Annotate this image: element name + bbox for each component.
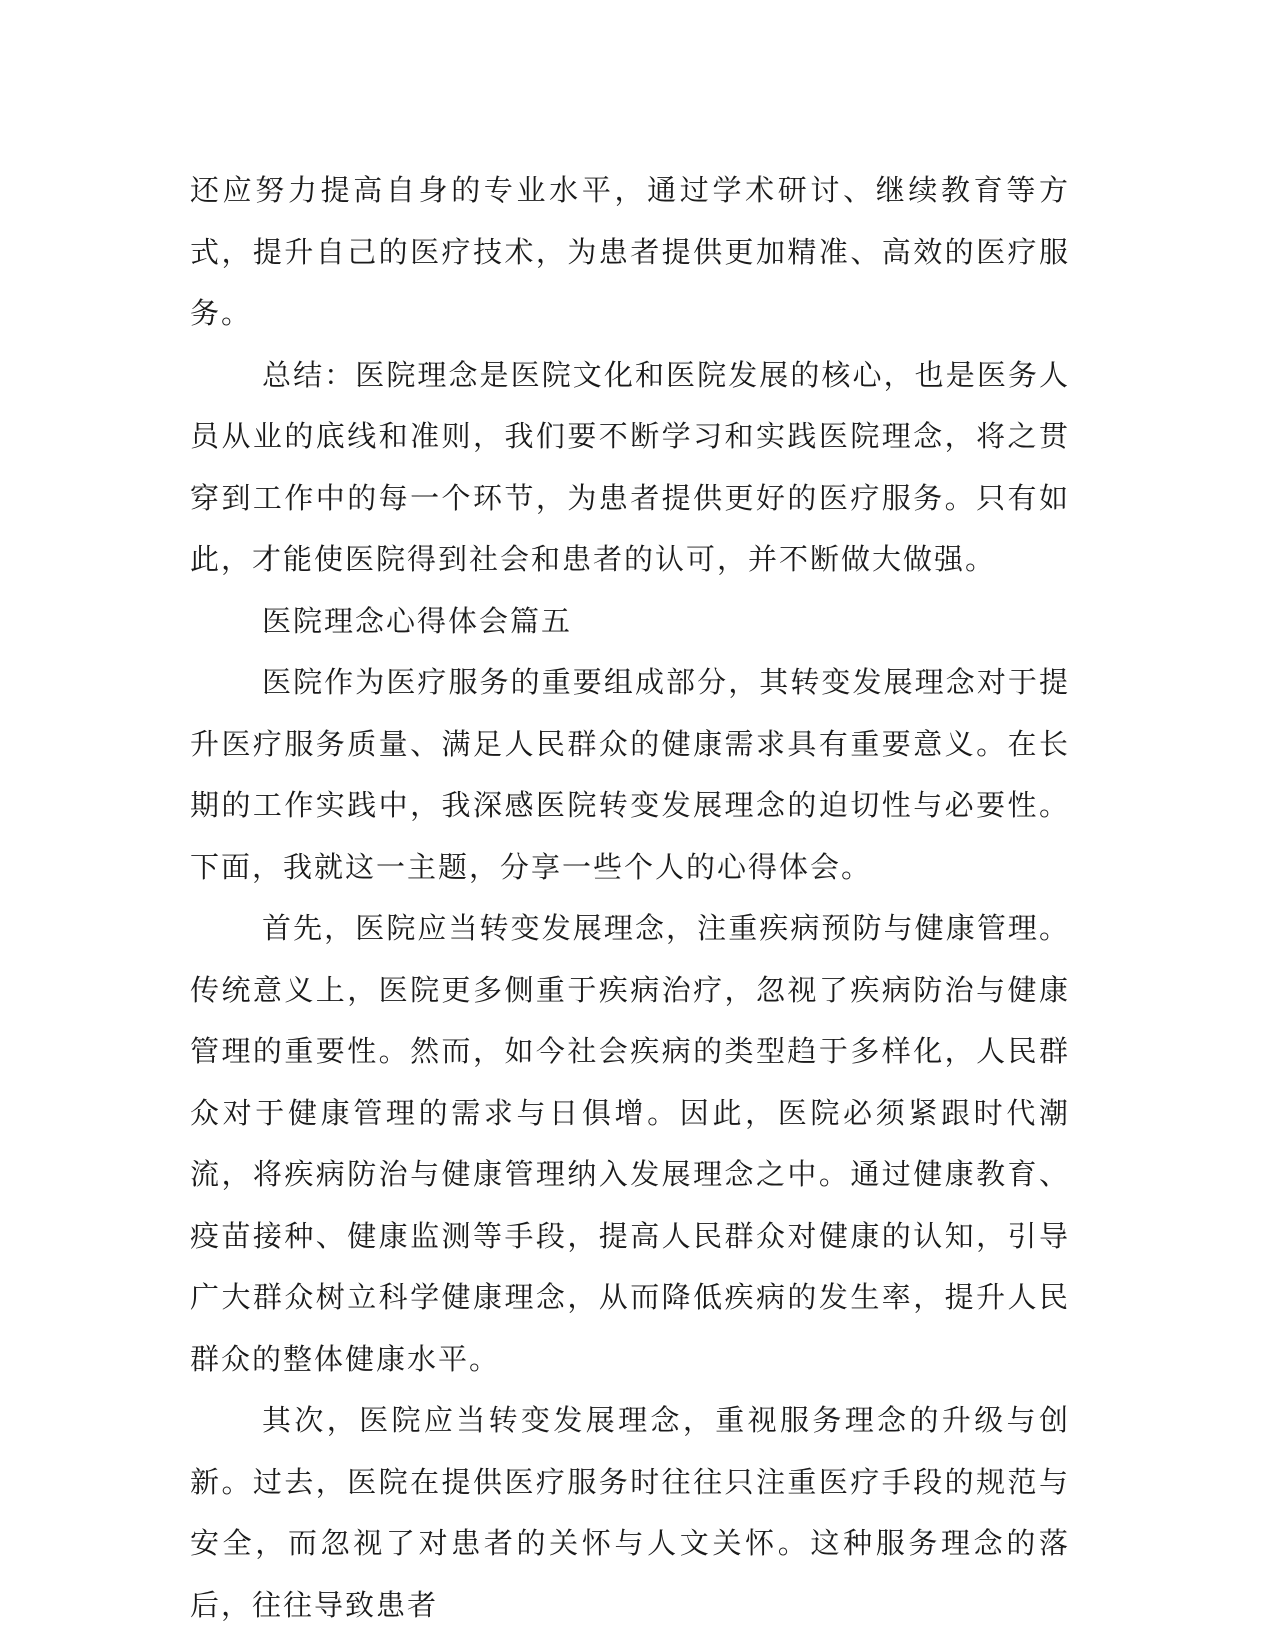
section-heading: 医院理念心得体会篇五 [262,603,573,638]
paragraph-first: 首先，医院应当转变发展理念，注重疾病预防与健康管理。传统意义上，医院更多侧重于疾病治疗，忽视了疾病防治与健康管理的重要性。然而，如今社会疾病的类型趋于多样化，人民群众对于健康管理的需求与日俱增。因此，医院必须紧跟时代潮流，将疾病防治与健康管理纳入发展理念之中。通过健康教育、疫苗接种、健康监测等手段，提高人民群众对健康的认知，引导广大群众树立科学健康理念，从而降低疾病的发生率，提升人民群众的整体健康水平。 [190,911,1070,1376]
paragraph-summary: 总结：医院理念是医院文化和医院发展的核心，也是医务人员从业的底线和准则，我们要不断学习和实践医院理念，将之贯穿到工作中的每一个环节，为患者提供更好的医疗服务。只有如此，才能使医院得到社会和患者的认可，并不断做大做强。 [190,357,1070,576]
document-body [190,160,1070,1636]
paragraph-intro: 医院作为医疗服务的重要组成部分，其转变发展理念对于提升医疗服务质量、满足人民群众的健康需求具有重要意义。在长期的工作实践中，我深感医院转变发展理念的迫切性与必要性。下面，我就这一主题，分享一些个人的心得体会。 [190,665,1070,884]
paragraph-second: 其次，医院应当转变发展理念，重视服务理念的升级与创新。过去，医院在提供医疗服务时往往只注重医疗手段的规范与安全，而忽视了对患者的关怀与人文关怀。这种服务理念的落后，往往导致患者 [190,1403,1070,1622]
paragraph-continuation: 还应努力提高自身的专业水平，通过学术研讨、继续教育等方式，提升自己的医疗技术，为患者提供更加精准、高效的医疗服务。 [190,173,1070,330]
